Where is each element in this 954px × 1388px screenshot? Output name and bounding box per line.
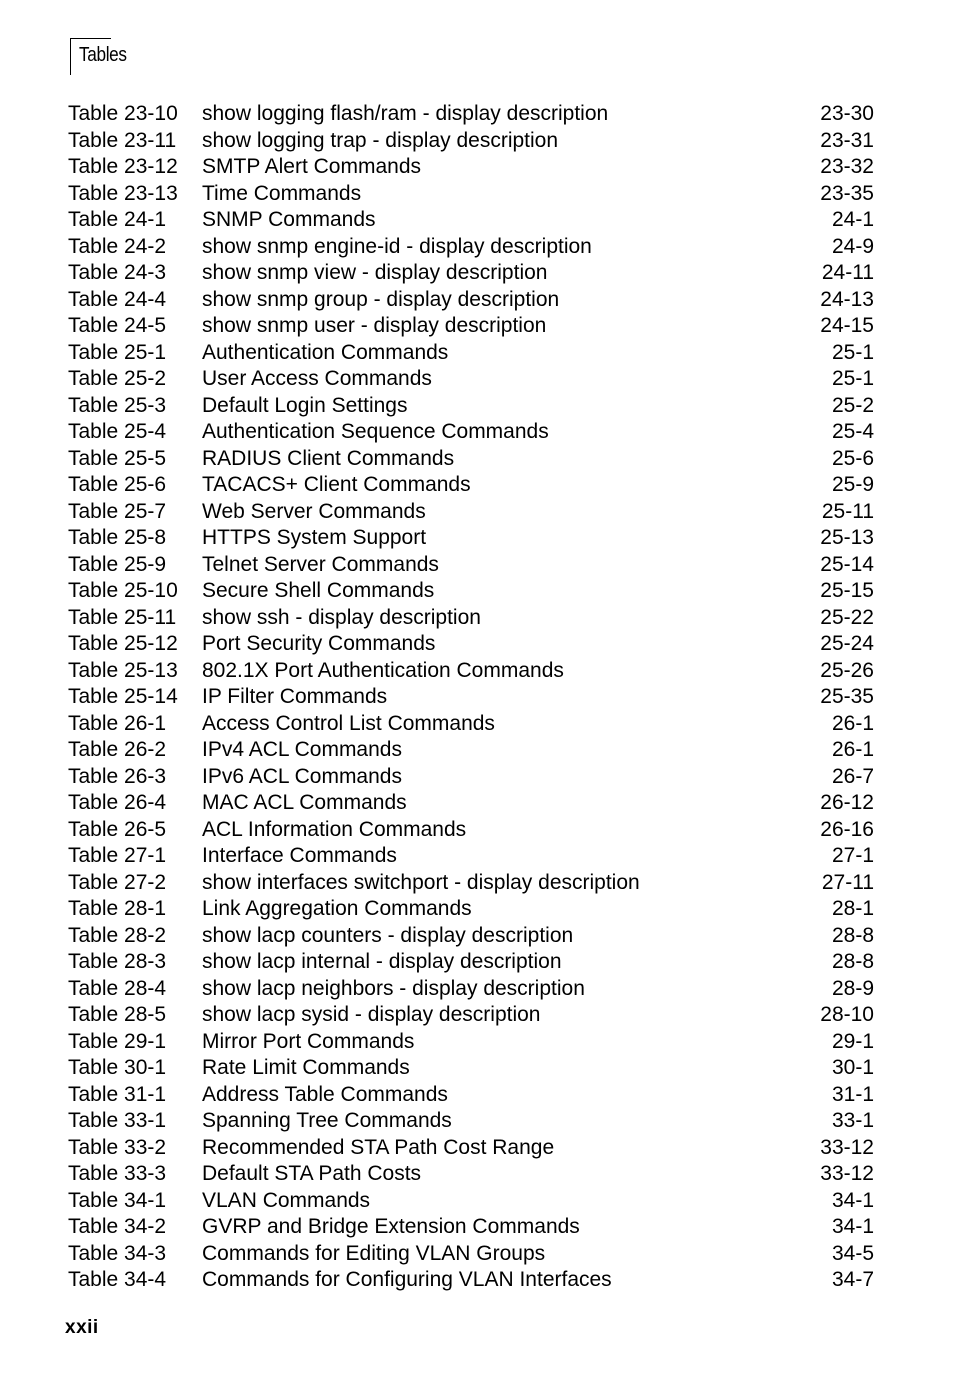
page-reference: 24-15 [820, 314, 874, 337]
list-item[interactable] [68, 684, 874, 711]
list-item[interactable] [68, 605, 874, 632]
page-reference: 30-1 [831, 1056, 874, 1079]
page-reference: 24-9 [831, 234, 874, 258]
page-reference: 26-1 [831, 738, 874, 761]
list-item[interactable] [68, 790, 874, 817]
table-title: MAC ACL Commands [202, 791, 407, 814]
page-reference: 33-12 [820, 1162, 874, 1185]
table-title: IPv6 ACL Commands [202, 764, 402, 788]
table-number: Table 34-1 [68, 1188, 167, 1212]
list-item[interactable] [68, 711, 874, 738]
page-reference: 28-8 [831, 923, 874, 947]
page-reference: 25-2 [831, 393, 874, 417]
page-reference: 34-1 [831, 1188, 874, 1212]
table-title: Time Commands [202, 181, 362, 205]
page-reference: 25-1 [831, 367, 874, 390]
table-number: Table 25-11 [68, 605, 177, 629]
table-title: ACL Information Commands [202, 817, 467, 841]
list-item[interactable] [68, 446, 874, 473]
table-number: Table 24-5 [68, 314, 167, 337]
page-reference: 25-24 [820, 632, 874, 655]
list-item[interactable] [68, 1029, 874, 1056]
section-header: Tables [79, 44, 127, 66]
table-number: Table 25-9 [68, 552, 167, 576]
table-number: Table 33-1 [68, 1109, 167, 1132]
table-number: Table 27-2 [68, 870, 167, 894]
page-reference: 23-30 [820, 102, 874, 125]
list-item[interactable] [68, 393, 874, 420]
list-item[interactable] [68, 1082, 874, 1109]
table-title: show snmp user - display description [202, 314, 547, 337]
page-reference: 34-1 [831, 1215, 874, 1238]
table-title: show ssh - display description [202, 605, 481, 629]
page-reference: 25-1 [831, 340, 874, 364]
table-number: Table 33-2 [68, 1135, 167, 1159]
list-item[interactable] [68, 1161, 874, 1188]
table-number: Table 28-2 [68, 923, 167, 947]
table-title: Recommended STA Path Cost Range [202, 1135, 555, 1159]
page-reference: 29-1 [831, 1029, 874, 1053]
table-number: Table 26-3 [68, 764, 167, 788]
table-number: Table 23-10 [68, 102, 178, 125]
table-title: show lacp neighbors - display description [202, 976, 585, 1000]
list-item[interactable] [68, 1188, 874, 1215]
table-title: Telnet Server Commands [202, 552, 439, 576]
table-number: Table 34-2 [68, 1215, 167, 1238]
list-item[interactable] [68, 764, 874, 791]
table-title: Rate Limit Commands [202, 1056, 410, 1079]
page-reference: 27-1 [831, 844, 874, 867]
table-title: Authentication Sequence Commands [202, 420, 549, 443]
page-reference: 28-1 [831, 897, 874, 920]
table-title: Address Table Commands [202, 1082, 448, 1106]
table-title: 802.1X Port Authentication Commands [202, 658, 564, 682]
list-item[interactable] [68, 1267, 874, 1294]
list-item[interactable] [68, 896, 874, 923]
list-item[interactable] [68, 817, 874, 844]
page-reference: 23-32 [820, 155, 874, 178]
list-item[interactable] [68, 1241, 874, 1268]
table-number: Table 34-4 [68, 1268, 167, 1291]
list-item[interactable] [68, 313, 874, 340]
table-title: show lacp counters - display description [202, 923, 574, 947]
table-number: Table 25-10 [68, 579, 178, 602]
table-number: Table 26-5 [68, 817, 167, 841]
page-reference: 28-9 [831, 976, 874, 1000]
table-number: Table 25-13 [68, 658, 178, 682]
page-reference: 25-15 [820, 579, 874, 602]
page-reference: 28-8 [831, 950, 874, 973]
table-title: Link Aggregation Commands [202, 897, 472, 920]
page-reference: 25-35 [820, 685, 874, 708]
table-title: HTTPS System Support [202, 526, 427, 549]
table-title: SNMP Commands [202, 208, 376, 231]
table-title: Interface Commands [202, 844, 397, 867]
table-number: Table 24-4 [68, 287, 167, 311]
list-item[interactable] [68, 843, 874, 870]
table-number: Table 25-2 [68, 367, 167, 390]
table-number: Table 25-7 [68, 499, 167, 523]
table-title: Secure Shell Commands [202, 579, 435, 602]
table-title: SMTP Alert Commands [202, 155, 422, 178]
table-title: Spanning Tree Commands [202, 1109, 452, 1132]
page-reference: 26-1 [831, 711, 874, 735]
table-number: Table 26-4 [68, 791, 167, 814]
page-reference: 26-16 [820, 817, 874, 841]
table-number: Table 31-1 [68, 1082, 167, 1106]
list-item[interactable] [68, 658, 874, 685]
page-reference: 24-13 [820, 287, 874, 311]
page-reference: 27-11 [821, 870, 874, 894]
list-item[interactable] [68, 923, 874, 950]
page-reference: 23-31 [820, 128, 874, 152]
page-reference: 25-14 [820, 552, 874, 576]
list-item[interactable] [68, 101, 874, 128]
page-reference: 24-1 [831, 208, 874, 231]
table-title: show snmp engine-id - display description [202, 234, 592, 258]
list-item[interactable] [68, 1108, 874, 1135]
table-title: Web Server Commands [202, 499, 426, 523]
list-item[interactable] [68, 631, 874, 658]
table-number: Table 25-4 [68, 420, 167, 443]
table-title: Default Login Settings [202, 393, 408, 417]
list-item[interactable] [68, 287, 874, 314]
list-item[interactable] [68, 260, 874, 287]
page-reference: 25-4 [831, 420, 874, 443]
table-number: Table 25-12 [68, 632, 178, 655]
list-item[interactable] [68, 737, 874, 764]
table-title: show logging flash/ram - display description [202, 102, 609, 125]
list-item[interactable] [68, 366, 874, 393]
table-number: Table 28-3 [68, 950, 167, 973]
table-title: VLAN Commands [202, 1188, 371, 1212]
page-reference: 34-7 [831, 1268, 874, 1291]
page-reference: 25-26 [820, 658, 874, 682]
table-title: show logging trap - display description [202, 128, 559, 152]
list-item[interactable] [68, 472, 874, 499]
table-number: Table 23-11 [68, 128, 177, 152]
table-title: IP Filter Commands [202, 685, 388, 708]
table-title: Authentication Commands [202, 340, 449, 364]
table-title: show interfaces switchport - display description [202, 870, 640, 894]
page-reference: 25-22 [820, 605, 874, 629]
list-item[interactable] [68, 340, 874, 367]
table-title: Default STA Path Costs [202, 1162, 422, 1185]
page-reference: 26-12 [820, 791, 874, 814]
list-item[interactable] [68, 181, 874, 208]
table-title: Commands for Configuring VLAN Interfaces [202, 1268, 612, 1291]
list-item[interactable] [68, 949, 874, 976]
table-number: Table 28-1 [68, 897, 167, 920]
page-reference: 28-10 [820, 1003, 874, 1026]
table-title: Access Control List Commands [202, 711, 495, 735]
list-item[interactable] [68, 1055, 874, 1082]
page-reference: 26-7 [831, 764, 874, 788]
list-item[interactable] [68, 1135, 874, 1162]
list-item[interactable] [68, 552, 874, 579]
list-item[interactable] [68, 419, 874, 446]
list-item[interactable] [68, 499, 874, 526]
table-number: Table 28-5 [68, 1003, 167, 1026]
table-title: Mirror Port Commands [202, 1029, 415, 1053]
table-number: Table 24-3 [68, 261, 167, 284]
page-reference: 25-6 [831, 446, 874, 470]
page-reference: 25-9 [831, 473, 874, 496]
list-item[interactable] [68, 578, 874, 605]
page-reference: 23-35 [820, 181, 874, 205]
table-title: show snmp group - display description [202, 287, 560, 311]
table-title: show lacp sysid - display description [202, 1003, 541, 1026]
table-number: Table 26-1 [68, 711, 167, 735]
page-reference: 24-11 [821, 261, 874, 284]
table-number: Table 30-1 [68, 1056, 167, 1079]
page-reference: 33-1 [831, 1109, 874, 1132]
table-title: RADIUS Client Commands [202, 446, 455, 470]
page-reference: 33-12 [820, 1135, 874, 1159]
table-number: Table 26-2 [68, 738, 167, 761]
list-item[interactable] [68, 1002, 874, 1029]
table-title: Commands for Editing VLAN Groups [202, 1241, 546, 1265]
table-number: Table 34-3 [68, 1241, 167, 1265]
page-reference: 25-13 [820, 526, 874, 549]
table-title: show snmp view - display description [202, 261, 548, 284]
table-number: Table 24-1 [68, 208, 167, 231]
page-reference: 25-11 [821, 499, 874, 523]
table-number: Table 25-6 [68, 473, 167, 496]
table-number: Table 25-5 [68, 446, 167, 470]
list-item[interactable] [68, 154, 874, 181]
table-number: Table 25-14 [68, 685, 178, 708]
table-number: Table 25-1 [68, 340, 167, 364]
page-reference: 34-5 [831, 1241, 874, 1265]
table-number: Table 23-12 [68, 155, 178, 178]
list-item[interactable] [68, 976, 874, 1003]
table-list [68, 101, 874, 1294]
table-number: Table 24-2 [68, 234, 167, 258]
table-title: TACACS+ Client Commands [202, 473, 471, 496]
table-number: Table 33-3 [68, 1162, 167, 1185]
table-number: Table 28-4 [68, 976, 167, 1000]
list-item[interactable] [68, 1214, 874, 1241]
table-number: Table 27-1 [68, 844, 167, 867]
list-item[interactable] [68, 234, 874, 261]
table-title: GVRP and Bridge Extension Commands [202, 1215, 580, 1238]
table-number: Table 25-3 [68, 393, 167, 417]
list-item[interactable] [68, 525, 874, 552]
table-number: Table 29-1 [68, 1029, 167, 1053]
list-item[interactable] [68, 128, 874, 155]
table-number: Table 23-13 [68, 181, 178, 205]
table-title: User Access Commands [202, 367, 432, 390]
table-title: IPv4 ACL Commands [202, 738, 402, 761]
page-reference: 31-1 [831, 1082, 874, 1106]
list-item[interactable] [68, 207, 874, 234]
page-number: xxii [65, 1317, 99, 1338]
table-title: show lacp internal - display description [202, 950, 562, 973]
table-number: Table 25-8 [68, 526, 167, 549]
list-item[interactable] [68, 870, 874, 897]
table-title: Port Security Commands [202, 632, 436, 655]
